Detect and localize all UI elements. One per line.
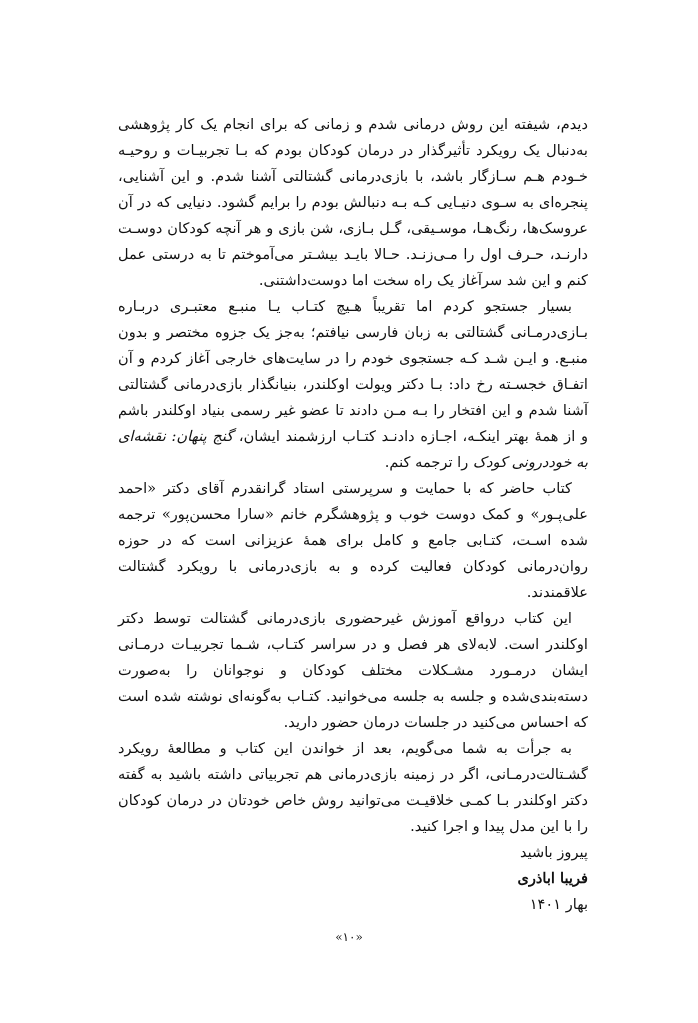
author-name: فریبا اباذری [517,870,588,887]
paragraph-discovery: دیدم، شیفته این روش درمانی شدم و زمانی که برای انجام یک کار پژوهشی به‌دنبال یک رویکرد تأثیرگذار در درمان کودکان بودم که بـا تجربیـات و روحیـه خـودم هـم سـازگار باشد، با بازی‌درمانی گشتالتی آشنا شدم. و این آشنایی، پنجره‌ای به سـوی دنیـایی کـه بـه دنبالش بودم را برایم گشود. دنیایی که در آن عروسک‌ها، رنگ‌هـا، موسـیقی، گـل بـازی، شن بازی و هر آنچه کودکان دوسـت دارنـد، حـرف اول را مـی‌زنـد. حـالا بایـد بیشـتر می‌آموختم تا به درستی عمل کنم و این شد سرآغاز یک راه سخت اما دوست‌داشتنی. [118,116,588,289]
paragraph-recommendation: به جرأت به شما می‌گویم، بعد از خواندن این کتاب و مطالعهٔ رویکرد گشـتالت‌درمـانی، اگر در زمینه بازی‌درمانی هم تجربیاتی داشته باشید به گفته دکتر اوکلندر بـا کمـی خلاقیـت می‌توانید روش خاص خودتان در درمان کودکان را با این مدل پیدا و اجرا کنید. [118,740,588,835]
book-title: گنج پنهان: نقشه‌ای به خوددرونی کودک [118,428,588,471]
paragraph-search [118,294,588,476]
signoff-wish: پیروز باشید [519,844,588,861]
paragraph-search-end: را ترجمه کنم. [384,454,473,471]
page-number: «۱۰» [335,930,363,944]
paragraph-book-support: کتاب حاضر که با حمایت و سرپرستی استاد گرانقدرم آقای دکتر «احمد علی‌پـور» و کمک دوست خوب و پژوهشگرم خانم «سارا محسن‌پور» ترجمه شده اسـت، کتـابی جامع و کامل برای همهٔ عزیزانی است که در حوزه روان‌درمانی کودکان فعالیت کرده و به بازی‌درمانی با رویکرد گشتالت علاقمندند. [118,480,588,601]
paragraph-book-content: این کتاب درواقع آموزش غیرحضوری بازی‌درمانی گشتالت توسط دکتر اوکلندر است. لابه‌لای هر فصل و در سراسر کتـاب، شـما تجربیـات درمـانی ایشان درمـورد مشـکلات مختلف کودکان و نوجوانان را به‌صورت دسته‌بندی‌شده و جلسه به جلسه می‌خوانید. کتـاب به‌گونه‌ای نوشته شده است که احساس می‌کنید در جلسات درمان حضور دارید. [118,610,588,731]
preface-text [118,112,588,918]
signoff-date: بهار ۱۴۰۱ [529,896,588,913]
paragraph-search-start: بسیار جستجو کردم اما تقریباً هـیچ کتـاب یـا منبـع معتبـری دربـاره بـازی‌درمـانی گشتالتی به زبان فارسی نیافتم؛ به‌جز یک جزوه مختصر و بدون منبـع. و ایـن شـد کـه جستجوی خودم را در سایت‌های خارجی آغاز کردم و آن اتفـاق خجسـته رخ داد: بـا دکتر ویولت اوکلندر، بنیانگذار بازی‌درمانی گشتالتی آشنا شدم و این افتخار را بـه مـن دادند تا عضو غیر رسمی بنیاد اوکلندر باشم و از همهٔ بهتر اینکـه، اجـازه دادنـد کتـاب ارزشمند ایشان، [118,298,589,445]
